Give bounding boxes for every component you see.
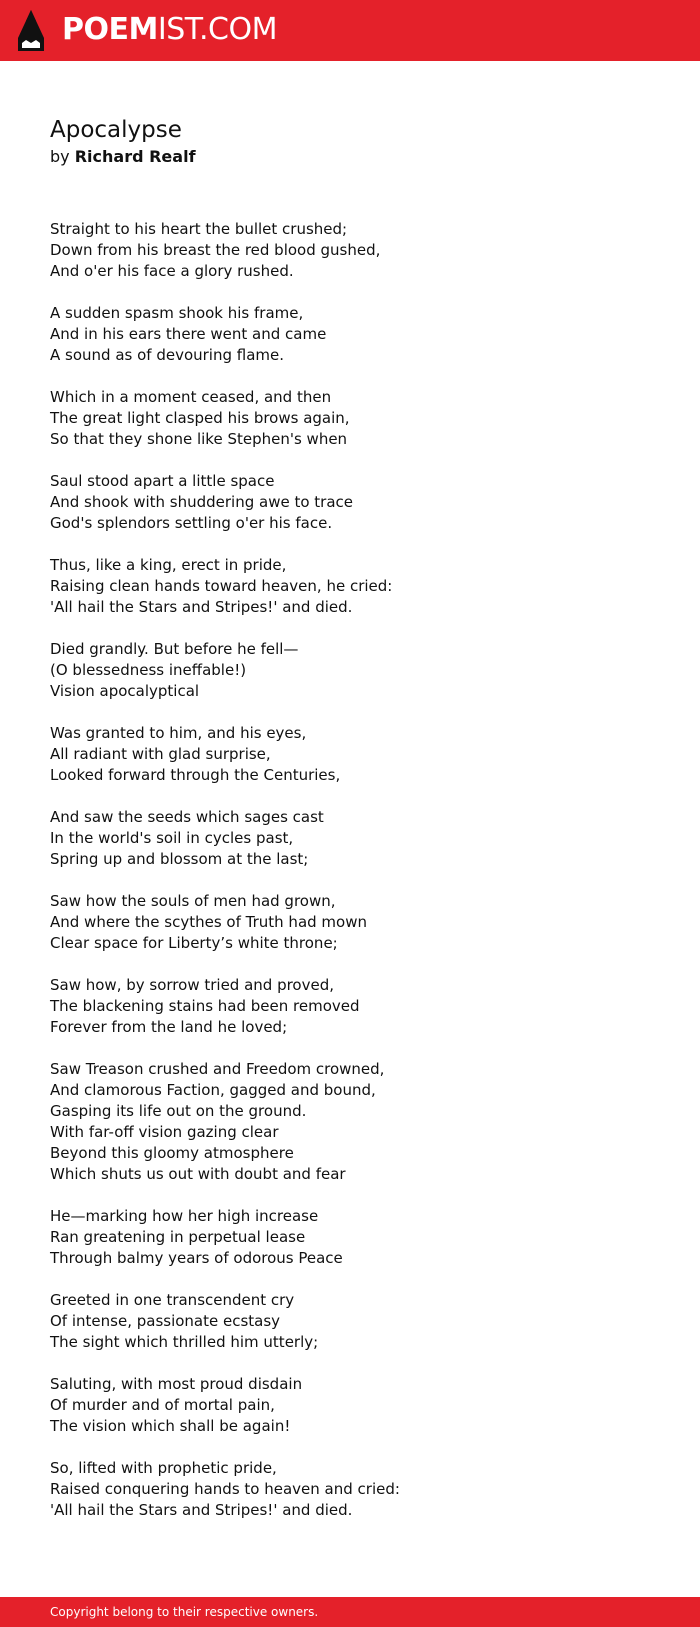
poem-stanza bbox=[50, 1458, 670, 1521]
byline bbox=[50, 147, 196, 167]
poem-line: Through balmy years of odorous Peace bbox=[50, 1249, 343, 1267]
poem-line: Down from his breast the red blood gushed, bbox=[50, 241, 381, 259]
poem-line: Died grandly. But before he fell— bbox=[50, 640, 299, 658]
poem-line: Of intense, passionate ecstasy bbox=[50, 1312, 281, 1330]
poem-line: All radiant with glad surprise, bbox=[50, 745, 271, 763]
poem-header bbox=[50, 115, 196, 167]
poem-line: Clear space for Liberty’s white throne; bbox=[50, 934, 338, 952]
poem-line: Saw how, by sorrow tried and proved, bbox=[50, 976, 335, 994]
poem-line: Saw Treason crushed and Freedom crowned, bbox=[50, 1060, 385, 1078]
poem-line: And o'er his face a glory rushed. bbox=[50, 262, 294, 280]
poem-line: Forever from the land he loved; bbox=[50, 1018, 288, 1036]
poem-line: Looked forward through the Centuries, bbox=[50, 766, 341, 784]
poem-line: Spring up and blossom at the last; bbox=[50, 850, 309, 868]
poem-title: Apocalypse bbox=[50, 117, 182, 143]
poem-line: Saw how the souls of men had grown, bbox=[50, 892, 336, 910]
copyright-text: Copyright belong to their respective owners. bbox=[50, 1605, 319, 1619]
poem-line: And clamorous Faction, gagged and bound, bbox=[50, 1081, 376, 1099]
pencil-tip-icon[interactable] bbox=[18, 10, 44, 51]
logo-bold-text: POEM bbox=[62, 12, 158, 47]
poem-stanza bbox=[50, 639, 670, 702]
site-footer bbox=[0, 1597, 700, 1627]
poem-line: With far-off vision gazing clear bbox=[50, 1123, 279, 1141]
poem-line: 'All hail the Stars and Stripes!' and died. bbox=[50, 598, 353, 616]
poem-stanza bbox=[50, 891, 670, 954]
poem-line: Straight to his heart the bullet crushed; bbox=[50, 220, 348, 238]
poem-line: Was granted to him, and his eyes, bbox=[50, 724, 307, 742]
poem-line: God's splendors settling o'er his face. bbox=[50, 514, 333, 532]
poem-line: Ran greatening in perpetual lease bbox=[50, 1228, 306, 1246]
byline-prefix: by bbox=[50, 147, 70, 166]
poem-line: And saw the seeds which sages cast bbox=[50, 808, 324, 826]
poem-stanza bbox=[50, 555, 670, 618]
poem-line: Vision apocalyptical bbox=[50, 682, 200, 700]
poem-stanza bbox=[50, 387, 670, 450]
poem-line: Saluting, with most proud disdain bbox=[50, 1375, 303, 1393]
poem-stanza bbox=[50, 1206, 670, 1269]
poem-line: Thus, like a king, erect in pride, bbox=[50, 556, 287, 574]
poem-line: (O blessedness ineffable!) bbox=[50, 661, 247, 679]
poem-stanza bbox=[50, 723, 670, 786]
author-name[interactable]: Richard Realf bbox=[74, 147, 196, 166]
poem-line: The vision which shall be again! bbox=[50, 1417, 291, 1435]
poem-line: Gasping its life out on the ground. bbox=[50, 1102, 307, 1120]
poem-body bbox=[50, 219, 670, 1542]
poem-line: Raised conquering hands to heaven and cried: bbox=[50, 1480, 400, 1498]
poem-line: Raising clean hands toward heaven, he cried: bbox=[50, 577, 393, 595]
poem-line: And shook with shuddering awe to trace bbox=[50, 493, 354, 511]
poem-line: He—marking how her high increase bbox=[50, 1207, 319, 1225]
poem-line: 'All hail the Stars and Stripes!' and died. bbox=[50, 1501, 353, 1519]
poem-line: So that they shone like Stephen's when bbox=[50, 430, 348, 448]
poem-line: The great light clasped his brows again, bbox=[50, 409, 350, 427]
poem-line: Beyond this gloomy atmosphere bbox=[50, 1144, 294, 1162]
poem-stanza bbox=[50, 303, 670, 366]
poem-line: In the world's soil in cycles past, bbox=[50, 829, 294, 847]
poem-line: Of murder and of mortal pain, bbox=[50, 1396, 275, 1414]
poem-stanza bbox=[50, 1059, 670, 1185]
poem-stanza bbox=[50, 807, 670, 870]
poem-line: Which shuts us out with doubt and fear bbox=[50, 1165, 346, 1183]
poem-stanza bbox=[50, 975, 670, 1038]
poem-line: The sight which thrilled him utterly; bbox=[50, 1333, 319, 1351]
poem-stanza bbox=[50, 1290, 670, 1353]
poem-stanza bbox=[50, 1374, 670, 1437]
poem-line: A sound as of devouring flame. bbox=[50, 346, 285, 364]
logo-light-text: IST.COM bbox=[157, 12, 277, 47]
poem-line: And in his ears there went and came bbox=[50, 325, 327, 343]
site-header bbox=[0, 0, 700, 61]
poem-line: Greeted in one transcendent cry bbox=[50, 1291, 295, 1309]
poem-stanza bbox=[50, 219, 670, 282]
poem-line: So, lifted with prophetic pride, bbox=[50, 1459, 277, 1477]
poem-line: Which in a moment ceased, and then bbox=[50, 388, 332, 406]
poem-stanza bbox=[50, 471, 670, 534]
poem-line: The blackening stains had been removed bbox=[50, 997, 360, 1015]
poem-line: And where the scythes of Truth had mown bbox=[50, 913, 367, 931]
poem-line: Saul stood apart a little space bbox=[50, 472, 275, 490]
poem-line: A sudden spasm shook his frame, bbox=[50, 304, 304, 322]
site-logo[interactable] bbox=[62, 11, 277, 49]
